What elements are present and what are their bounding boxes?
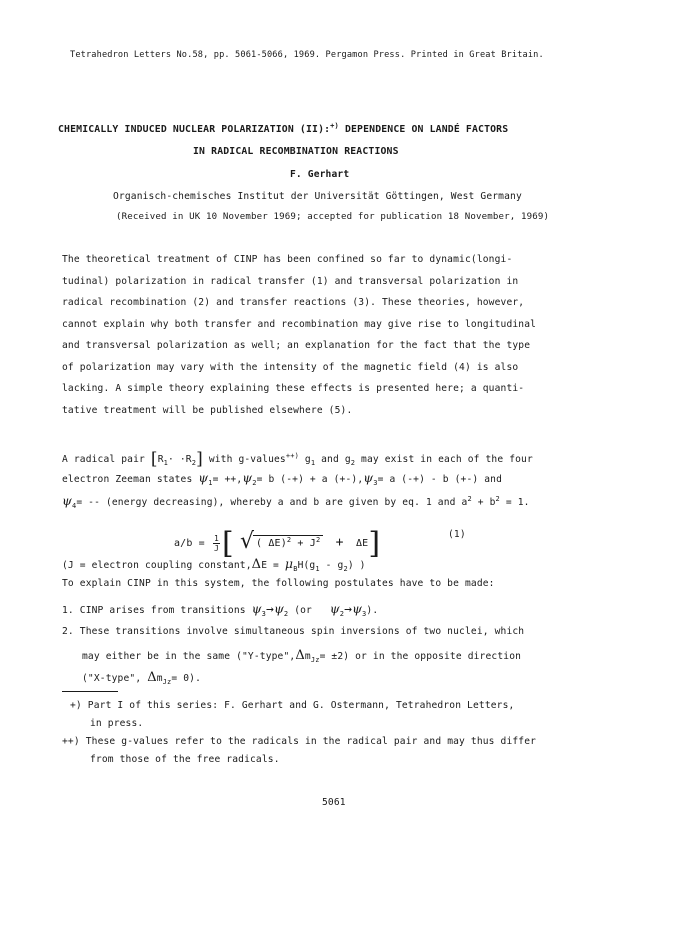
footnote-divider (62, 691, 118, 692)
arrow-icon: → (344, 602, 353, 617)
paragraph-line: The theoretical treatment of CINP has been confined so far to dynamic(longi- (62, 254, 513, 265)
title-footnote-mark: +) (330, 122, 339, 130)
psi-symbol: ψ (62, 493, 72, 508)
postulate-2-line-2: may either be in the same $("Y-type",\Delta m_{Jz}= \pm 2)$ or in the opposite direction (82, 648, 522, 664)
equation-number: (1) (448, 529, 466, 540)
psi-symbol: ψ (363, 470, 374, 485)
zeeman-states-line: electron Zeeman states $\psi_1= ++,\psi_2= b$ (-+) + a $(+-),\psi_3= a$ (-+) - b (+-) and (62, 470, 503, 487)
footnote-1-continued: in press. (90, 718, 144, 729)
article-title-line-2: IN RADICAL RECOMBINATION REACTIONS (193, 146, 399, 157)
paragraph-line: radical recombination (2) and transfer reactions (3). These theories, however, (62, 297, 525, 308)
footnote-2: ++) These g-values refer to the radicals in the radical pair and may thus differ (62, 736, 537, 747)
coupling-constant-line: (J = electron coupling constant,ΔE = $\mu_BH(g_1 - g_2)$ ) (62, 556, 366, 573)
postulate-2-line-3: ("X-type", $\Delta m_{Jz}= 0$). (82, 670, 202, 686)
paragraph-line: and transversal polarization as well; an explanation for the fact that the type (62, 340, 531, 351)
author: F. Gerhart (290, 169, 350, 180)
postulates-intro: To explain CINP in this system, the following postulates have to be made: (62, 578, 495, 589)
radical-pair-line: A radical pair $[R_1\cdot \cdot R_2]$ with g-values++) $g_1$ and $g_2$ may exist in each of the four (62, 449, 533, 469)
affiliation: Organisch-chemisches Institut der Universität Göttingen, West Germany (113, 191, 522, 202)
square-root: √ ( $\Delta E)^2 + J^2$ (240, 535, 323, 549)
energy-line: $\psi_4=$ -- (energy decreasing), whereby a and b are given by eq. 1 and $a^2 + b^2 = 1$. (62, 493, 530, 510)
fraction-one-over-j: $\frac{1}{J}$ (214, 533, 219, 553)
psi-symbol: ψ (242, 470, 253, 485)
journal-header: Tetrahedron Letters No.58, pp. 5061-5066, 1969. Pergamon Press. Printed in Great Britain. (70, 50, 544, 60)
paragraph-line: cannot explain why both transfer and recombination may give rise to longitudinal (62, 319, 537, 330)
paragraph-line: of polarization may vary with the intensity of the magnetic field (4) is also (62, 362, 519, 373)
paragraph-line: tative treatment will be published elsewhere (5). (62, 405, 353, 416)
page-number: 5061 (322, 797, 346, 808)
footnote-1: +) Part I of this series: F. Gerhart and G. Ostermann, Tetrahedron Letters, (70, 700, 515, 711)
postulate-1: 1. CINP arises from transitions $\psi_3\to\psi_2$ (or $\psi_2\to\psi_3$). (62, 601, 379, 618)
article-title-line-1: CHEMICALLY INDUCED NUCLEAR POLARIZATION (II):+) DEPENDENCE ON LANDÉ FACTORS (58, 122, 509, 135)
equation-1: a/b = $\frac{1}{J}$ [ √ ( $\Delta E)^2 + J^2 + \Delta E$] (174, 526, 381, 561)
psi-symbol: ψ (198, 470, 209, 485)
paragraph-line: lacking. A simple theory explaining these effects is presented here; a quanti- (62, 383, 525, 394)
arrow-icon: → (265, 602, 274, 617)
postulate-2-line-1: 2. These transitions involve simultaneous spin inversions of two nuclei, which (62, 626, 525, 637)
paragraph-line: tudinal) polarization in radical transfer (1) and transversal polarization in (62, 276, 519, 287)
footnote-2-continued: from those of the free radicals. (90, 754, 280, 765)
received-date: (Received in UK 10 November 1969; accepted for publication 18 November, 1969) (116, 212, 550, 222)
